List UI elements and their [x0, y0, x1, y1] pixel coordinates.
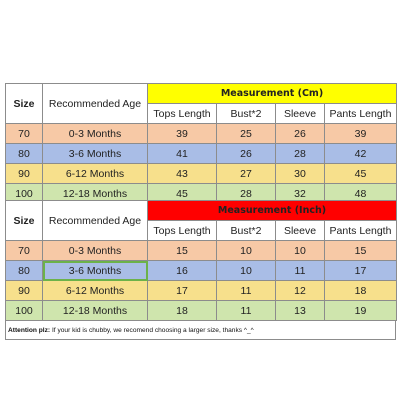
value-cell: 10 — [217, 261, 276, 281]
table-row — [6, 164, 397, 184]
attention-note — [5, 321, 396, 340]
value-cell: 11 — [217, 281, 276, 301]
value-cell: 39 — [148, 124, 217, 144]
value-cell: 26 — [276, 124, 325, 144]
age-cell: 0-3 Months — [43, 124, 148, 144]
table-row — [6, 241, 397, 261]
value-cell: 18 — [325, 281, 397, 301]
age-cell: 3-6 Months — [43, 261, 148, 281]
value-cell: 15 — [325, 241, 397, 261]
value-cell: 13 — [276, 301, 325, 321]
value-cell: 10 — [217, 241, 276, 261]
size-cell: 100 — [6, 184, 43, 204]
value-cell: 10 — [276, 241, 325, 261]
column-header: Bust*2 — [217, 221, 276, 241]
value-cell: 28 — [217, 184, 276, 204]
column-header: Sleeve — [276, 221, 325, 241]
table-row — [6, 144, 397, 164]
table-row — [6, 281, 397, 301]
table-row — [6, 124, 397, 144]
value-cell: 17 — [148, 281, 217, 301]
value-cell: 12 — [276, 281, 325, 301]
age-cell: 6-12 Months — [43, 281, 148, 301]
size-cell: 90 — [6, 281, 43, 301]
size-cell: 80 — [6, 144, 43, 164]
value-cell: 30 — [276, 164, 325, 184]
value-cell: 39 — [325, 124, 397, 144]
value-cell: 16 — [148, 261, 217, 281]
measurement-title: Measurement (Inch) — [148, 201, 397, 221]
column-header: Tops Length — [148, 104, 217, 124]
value-cell: 15 — [148, 241, 217, 261]
inch-size-table — [5, 200, 397, 321]
value-cell: 45 — [148, 184, 217, 204]
age-cell: 3-6 Months — [43, 144, 148, 164]
value-cell: 41 — [148, 144, 217, 164]
value-cell: 48 — [325, 184, 397, 204]
value-cell: 45 — [325, 164, 397, 184]
age-cell: 0-3 Months — [43, 241, 148, 261]
table-row — [6, 261, 397, 281]
table-row — [6, 301, 397, 321]
size-cell: 70 — [6, 241, 43, 261]
measurement-title: Measurement (Cm) — [148, 84, 397, 104]
value-cell: 18 — [148, 301, 217, 321]
value-cell: 17 — [325, 261, 397, 281]
value-cell: 42 — [325, 144, 397, 164]
attention-label: Attention plz: — [8, 327, 51, 334]
size-cell: 80 — [6, 261, 43, 281]
value-cell: 43 — [148, 164, 217, 184]
value-cell: 25 — [217, 124, 276, 144]
size-cell: 90 — [6, 164, 43, 184]
column-header: Sleeve — [276, 104, 325, 124]
age-cell: 6-12 Months — [43, 164, 148, 184]
value-cell: 27 — [217, 164, 276, 184]
column-header: Tops Length — [148, 221, 217, 241]
size-header: Size — [6, 84, 43, 124]
value-cell: 26 — [217, 144, 276, 164]
attention-text: If your kid is chubby, we recomend choosing a larger size, thanks ^_^ — [50, 327, 254, 334]
age-header: Recommended Age — [43, 201, 148, 241]
value-cell: 11 — [276, 261, 325, 281]
size-header: Size — [6, 201, 43, 241]
value-cell: 28 — [276, 144, 325, 164]
size-cell: 100 — [6, 301, 43, 321]
value-cell: 19 — [325, 301, 397, 321]
column-header: Pants Length — [325, 221, 397, 241]
age-cell: 12-18 Months — [43, 184, 148, 204]
inch-size-chart — [5, 200, 396, 340]
value-cell: 32 — [276, 184, 325, 204]
size-cell: 70 — [6, 124, 43, 144]
age-header: Recommended Age — [43, 84, 148, 124]
cm-size-table — [5, 83, 397, 204]
age-cell: 12-18 Months — [43, 301, 148, 321]
column-header: Bust*2 — [217, 104, 276, 124]
value-cell: 11 — [217, 301, 276, 321]
column-header: Pants Length — [325, 104, 397, 124]
